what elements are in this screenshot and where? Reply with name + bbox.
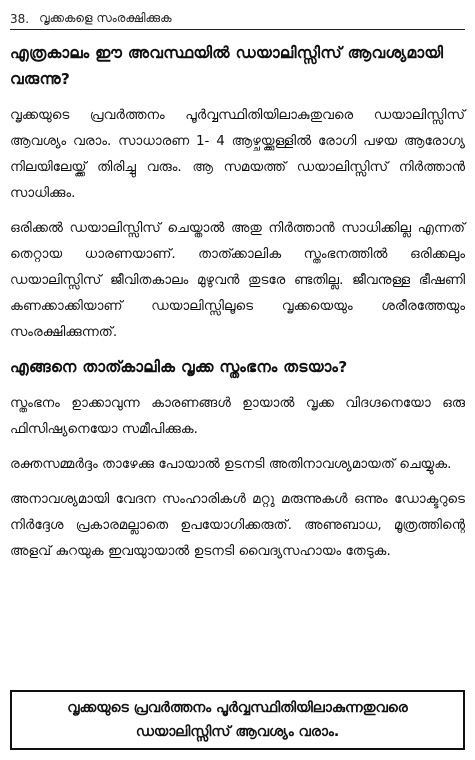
page-number: 38. — [10, 12, 30, 26]
paragraph: അനാവശ്യമായി വേദന സംഹാരികൾ മറ്റു മരുന്നുകൾ ഒന്നും ഡോക്ടറുടെ നിർദ്ദേശ പ്രകാരമല്ലാതെ ഉപയോഗിക്കരുത്. അണുബാധ, മൂത്രത്തിന്റെ അളവ് കുറയുക ഇവയുായാൽ ഉടനടി വൈദ്യസഹായം തേടുക. — [10, 491, 465, 559]
summary-text: വൃക്കയുടെ പ്രവർത്തനം പൂർവ്വസ്ഥിതിയിലാകുന്നതുവരെ ഡയാലിസ്സിസ് ആവശ്യം വരാം. — [67, 700, 408, 740]
section-heading-dialysis-duration: എത്രകാലം ഈ അവസ്ഥയിൽ ഡയാലിസ്സിസ് ആവശ്യമായി വരുന്നു? — [10, 44, 444, 88]
section-heading-prevention: എങ്ങനെ താത്കാലിക വൃക്ക സ്തംഭനം തടയാം? — [10, 358, 348, 376]
paragraph: സ്തംഭനം ഉാക്കാവുന്ന കാരണങ്ങൾ ഉായാൽ വൃക്ക വിദഗ്ദനെയോ ഒരു ഫിസിഷ്യനെയോ സമീപിക്കുക. — [10, 395, 465, 437]
page-header — [10, 4, 465, 30]
page-body — [10, 40, 465, 573]
running-title: വൃക്കകളെ സംരക്ഷിക്കുക — [39, 11, 172, 25]
summary-callout-box — [10, 690, 465, 750]
paragraph: ഒരിക്കൽ ഡയാലിസ്സിസ് ചെയ്താൽ അതു നിർത്താൻ സാധിക്കില്ല എന്നത് തെറ്റായ ധാരണയാണ്. താത്ക്കാലിക സ്തംഭനത്തിൽ ഒരിക്കലും ഡയാലിസ്സിസ് ജീവിതകാലം മുഴുവൻ തുടരേ ണ്ടതില്ല. ജീവനുള്ള ഭീഷണി കണക്കാക്കിയാണ് ഡയാലിസ്സിലൂടെ വൃക്കയെയും ശരീരത്തേയും സംരക്ഷിക്കുന്നത്. — [10, 220, 465, 340]
paragraph: വൃക്കയുടെ പ്രവർത്തനം പൂർവ്വസ്ഥിതിയിലാകുതുവരെ ഡയാലിസ്സിസ് ആവശ്യം വരാം. സാധാരണ 1- 4 ആഴ്ചയ്ക്കുള്ളിൽ രോഗി പഴയ ആരോഗ്യ നിലയിലേയ്ക്ക് തിരിച്ചു വരും. ആ സമയത്ത് ഡയാലിസ്സിസ് നിർത്താൻ സാധിക്കും. — [10, 107, 465, 201]
paragraph: രക്തസമ്മർദ്ദം താഴേക്കു പോയാൽ ഉടനടി അതിനാവശ്യമായത് ചെയ്യുക. — [10, 456, 452, 472]
